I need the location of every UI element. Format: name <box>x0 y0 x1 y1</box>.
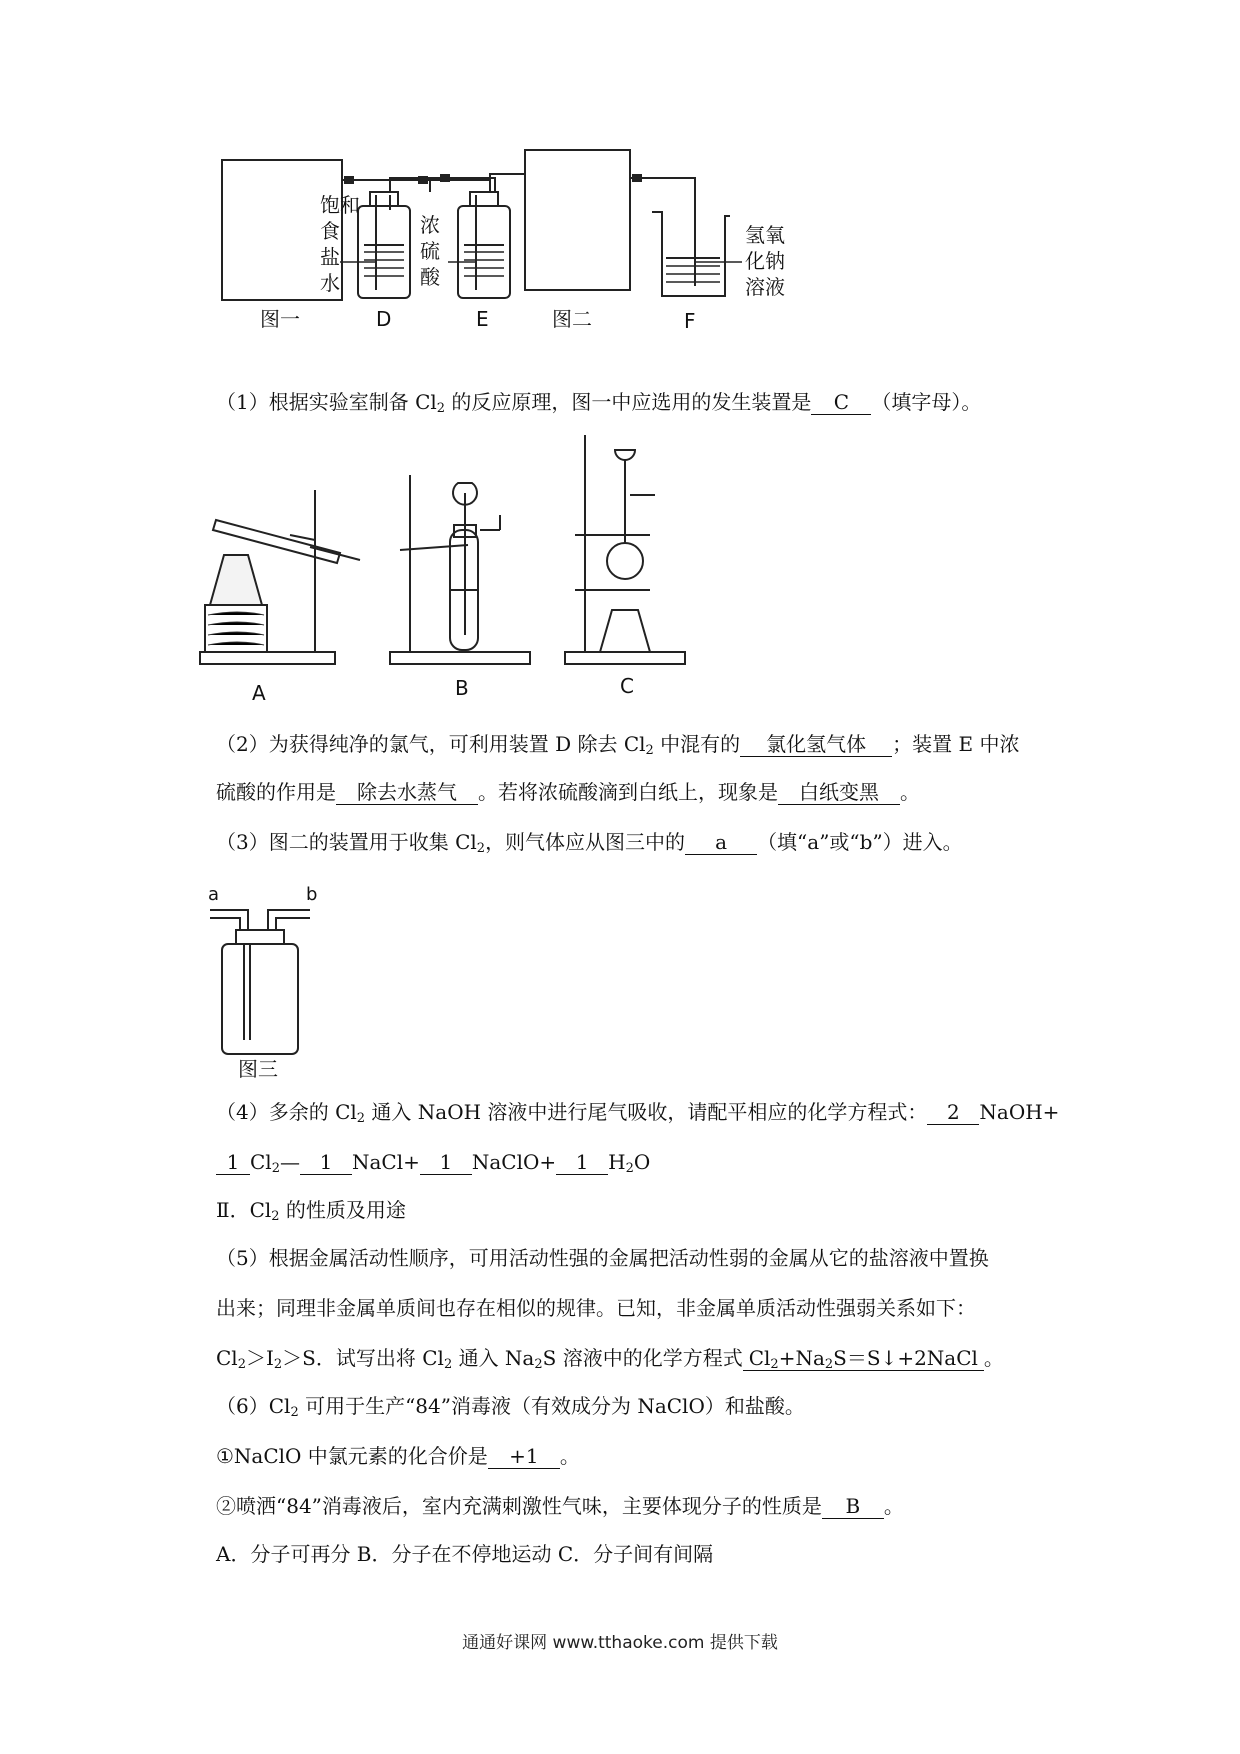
question-6-2: ②喷洒“84”消毒液后，室内充满刺激性气味，主要体现分子的性质是 B 。 <box>216 1494 904 1518</box>
coef-1: 2 <box>927 1100 979 1125</box>
beaker-f <box>652 212 730 296</box>
label-port-a: a <box>208 884 220 905</box>
label-d: D <box>376 307 392 331</box>
answer-2a: 氯化氢气体 <box>740 732 892 757</box>
section-2-heading: Ⅱ．$Cl_2$ 的性质及用途 <box>216 1198 406 1224</box>
figure-generator-options <box>200 435 800 715</box>
question-5-line1: （5）根据金属活动性顺序，可用活动性强的金属把活动性弱的金属从它的盐溶液中置换 <box>216 1246 989 1270</box>
svg-text:酸: 酸 <box>420 265 440 289</box>
answer-3: a <box>685 830 757 855</box>
label-port-b: b <box>306 884 318 905</box>
coef-3: 1 <box>300 1150 352 1175</box>
svg-text:硫: 硫 <box>420 239 440 263</box>
question-2-line1: （2）为获得纯净的氯气，可利用装置 D 除去 $Cl_2$ 中混有的 氯化氢气体 ；装置 E 中浓 <box>216 732 1020 758</box>
svg-text:化钠: 化钠 <box>745 249 785 273</box>
question-3: （3）图二的装置用于收集 $Cl_2$，则气体应从图三中的 a （填“a”或“b”）进入。 <box>216 830 963 856</box>
answer-6-2: B <box>822 1494 884 1519</box>
svg-text:氢氧: 氢氧 <box>745 223 785 247</box>
question-6-1: ①NaClO 中氯元素的化合价是 +1 。 <box>216 1444 580 1468</box>
label-e: E <box>476 307 489 331</box>
label-fig2: 图二 <box>552 307 592 331</box>
coef-4: 1 <box>420 1150 472 1175</box>
coef-5: 1 <box>556 1150 608 1175</box>
question-2-line2: 硫酸的作用是 除去水蒸气 。若将浓硫酸滴到白纸上，现象是 白纸变黑 。 <box>216 780 920 804</box>
label-f: F <box>684 309 696 333</box>
svg-text:饱和: 饱和 <box>320 193 360 217</box>
label-e-content <box>420 213 441 289</box>
question-6: $(6)Cl_2$ 可用于生产“84”消毒液（有效成分为 NaClO）和盐酸。 <box>216 1394 805 1420</box>
label-fig1: 图一 <box>260 307 300 331</box>
label-a: A <box>252 681 266 705</box>
svg-text:水: 水 <box>320 271 340 295</box>
figure-3-collection-bottle <box>210 880 330 1080</box>
box-fig2 <box>525 150 630 290</box>
question-4-line1: （4）多余的 $Cl_2$ 通入 NaOH 溶液中进行尾气吸收，请配平相应的化学方程式： 2 NaOH+ <box>216 1100 1060 1126</box>
footer-source: 通通好课网 www.tthaoke.com 提供下载 <box>462 1633 778 1653</box>
svg-text:溶液: 溶液 <box>745 275 785 299</box>
question-1: （1）根据实验室制备 $Cl_2$ 的反应原理，图一中应选用的发生装置是 C （填字母）。 <box>216 390 982 416</box>
answer-6-1: +1 <box>488 1444 560 1469</box>
answer-1: C <box>811 390 871 415</box>
question-5-line2: 出来；同理非金属单质间也存在相似的规律。已知，非金属单质活动性强弱关系如下： <box>216 1296 976 1320</box>
label-c: C <box>620 674 634 698</box>
answer-2b: 除去水蒸气 <box>336 780 478 805</box>
svg-text:浓: 浓 <box>420 213 440 237</box>
svg-text:盐: 盐 <box>320 245 340 269</box>
label-f-content <box>745 223 785 299</box>
coef-2: 1 <box>216 1150 250 1175</box>
svg-text:食: 食 <box>320 219 340 243</box>
question-5-line3: $Cl_2>I_2>S$．试写出将 $Cl_2$ 通入 $Na_2S$ 溶液中的化学方程式 $Cl_2+Na_2S=S↓+2NaCl$ 。 <box>216 1346 1004 1372</box>
answer-5: $Cl_2+Na_2S=S↓+2NaCl$ <box>743 1346 984 1371</box>
caption-fig3: 图三 <box>238 1057 278 1081</box>
label-d-content <box>320 193 360 295</box>
figure-apparatus-chain <box>200 150 920 370</box>
question-6-options: A．分子可再分 B．分子在不停地运动 C．分子间有间隔 <box>216 1542 714 1566</box>
label-b: B <box>455 676 469 700</box>
question-4-line2: 1 $Cl_2—$ 1 NaCl+ 1 NaClO+ 1 $H_2O$ <box>216 1148 1056 1176</box>
answer-2c: 白纸变黑 <box>778 780 900 805</box>
